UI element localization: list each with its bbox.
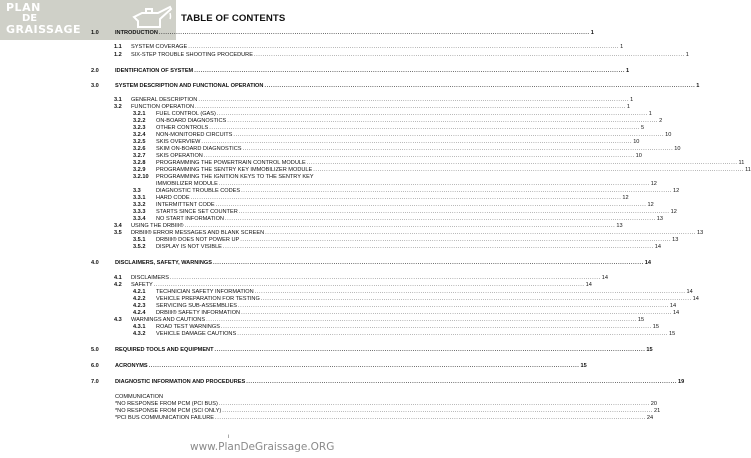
toc-entry-title: FUEL CONTROL (GAS) xyxy=(156,111,216,117)
toc-entry-title: *NO RESPONSE FROM PCM (PCI BUS) xyxy=(115,401,218,407)
toc-entry-number: 3.3.3 xyxy=(133,209,146,215)
toc-leader-dots: ........................................................................................................................................................................................................ xyxy=(220,324,652,330)
toc-entry-number: 3.2.4 xyxy=(133,132,146,138)
toc-entry-number: 5.0 xyxy=(91,347,99,353)
toc-entry[interactable] xyxy=(0,363,587,370)
toc-entry-page: 21 xyxy=(654,408,661,414)
toc-entry-number: 4.1 xyxy=(114,275,122,281)
toc-entry[interactable] xyxy=(0,118,663,125)
toc-entry-number: 3.2.8 xyxy=(133,160,146,166)
toc-entry-title: DRBIII® ERROR MESSAGES AND BLANK SCREEN xyxy=(131,230,265,236)
toc-entry[interactable] xyxy=(0,244,661,251)
page-number: i xyxy=(228,434,230,440)
toc-entry-page: 24 xyxy=(646,415,654,421)
toc-entry-page: 14 xyxy=(644,260,652,266)
toc-entry-page: 5 xyxy=(641,125,645,131)
toc-entry[interactable] xyxy=(0,401,657,408)
toc-leader-dots: ........................................................................................................................................................................................................ xyxy=(246,379,678,385)
toc-entry-number: 3.2.10 xyxy=(133,174,149,180)
toc-leader-dots: ........................................................................................................................................................................................................ xyxy=(222,244,654,250)
toc-entry-page: 11 xyxy=(745,167,751,173)
toc-leader-dots: ........................................................................................................................................................................................................ xyxy=(153,282,585,288)
toc-entry-title: NON-MONITORED CIRCUITS xyxy=(156,132,233,138)
toc-entry[interactable] xyxy=(0,202,654,209)
toc-leader-dots: ........................................................................................................................................................................................................ xyxy=(169,275,601,281)
page-title: TABLE OF CONTENTS xyxy=(181,13,286,24)
toc-entry-page: 10 xyxy=(665,132,672,138)
toc-entry-title: ON-BOARD DIAGNOSTICS xyxy=(156,118,227,124)
toc-entry-number: 7.0 xyxy=(91,379,99,385)
toc-entry-page: 15 xyxy=(580,363,587,369)
toc-entry-page: 10 xyxy=(633,139,640,145)
toc-entry[interactable] xyxy=(0,394,458,401)
toc-leader-dots: ........................................................................................................................................................................................................ xyxy=(218,401,650,407)
toc-entry[interactable] xyxy=(0,331,676,338)
toc-entry-number: 4.2 xyxy=(114,282,122,288)
toc-entry-page: 12 xyxy=(647,202,654,208)
toc-entry-page: 13 xyxy=(656,216,664,222)
toc-entry-title: INTRODUCTION xyxy=(115,30,158,36)
toc-entry-number: 1.2 xyxy=(114,52,122,58)
toc-leader-dots: ........................................................................................................................................................................................................ xyxy=(233,132,665,138)
toc-entry-page: 10 xyxy=(635,153,642,159)
toc-entry-number: 3.5.2 xyxy=(133,244,146,250)
toc-entry-number: 3.3 xyxy=(133,188,141,194)
toc-entry-page: 1 xyxy=(685,52,689,58)
toc-entry-number: 3.2.3 xyxy=(133,125,146,131)
toc-entry-number: 3.5 xyxy=(114,230,122,236)
toc-entry-page: 1 xyxy=(626,104,630,110)
toc-entry-page: 1 xyxy=(696,83,700,89)
toc-entry-page: 20 xyxy=(650,401,657,407)
toc-entry-page: 1 xyxy=(630,97,634,103)
toc-entry-title: SKIS OPERATION xyxy=(156,153,203,159)
toc-entry[interactable] xyxy=(0,132,672,139)
toc-entry-number: 4.0 xyxy=(91,260,99,266)
toc-entry-page: 12 xyxy=(672,188,680,194)
toc-entry-title: COMMUNICATION xyxy=(115,394,164,400)
toc-entry-page: 14 xyxy=(672,310,680,316)
toc-entry-title: VEHICLE PREPARATION FOR TESTING xyxy=(156,296,260,302)
toc-entry-title: OTHER CONTROLS xyxy=(156,125,209,131)
footer-watermark: www.PlanDeGraissage.ORG xyxy=(190,441,335,453)
toc-leader-dots: ........................................................................................................................................................................................................ xyxy=(216,111,648,117)
toc-entry-number: 3.3.2 xyxy=(133,202,146,208)
toc-leader-dots: ........................................................................................................................................................................................................ xyxy=(253,52,685,58)
toc-entry[interactable] xyxy=(0,347,653,354)
toc-entry-page: 15 xyxy=(637,317,645,323)
toc-entry[interactable] xyxy=(0,97,634,104)
toc-entry[interactable] xyxy=(0,160,745,167)
toc-leader-dots: ........................................................................................................................................................................................................ xyxy=(215,415,646,421)
toc-entry-title: NO START INFORMATION xyxy=(156,216,224,222)
toc-entry-number: 4.3.2 xyxy=(133,331,146,337)
toc-entry-page: 15 xyxy=(646,347,653,353)
toc-entry-page: 14 xyxy=(692,296,699,302)
toc-leader-dots: ........................................................................................................................................................................................................ xyxy=(260,296,692,302)
toc-entry-title: DIAGNOSTIC INFORMATION AND PROCEDURES xyxy=(115,379,246,385)
toc-entry-title: SYSTEM DESCRIPTION AND FUNCTIONAL OPERATION xyxy=(115,83,264,89)
toc-entry-page: 12 xyxy=(622,195,629,201)
toc-entry[interactable] xyxy=(0,44,624,51)
toc-entry-number: 2.0 xyxy=(91,68,99,74)
toc-entry-page: 14 xyxy=(669,303,677,309)
toc-entry-title: DRBIII® DOES NOT POWER UP xyxy=(156,237,240,243)
toc-entry-number: 3.1 xyxy=(114,97,122,103)
toc-entry-title: VEHICLE DAMAGE CAUTIONS xyxy=(156,331,237,337)
toc-entry-number: 3.3.4 xyxy=(133,216,146,222)
toc-leader-dots: ........................................................................................................................................................................................................ xyxy=(254,289,686,295)
toc-entry-title: IMMOBILIZER MODULE xyxy=(156,181,218,187)
toc-entry-number: 3.2.5 xyxy=(133,139,146,145)
toc-entry-title: PROGRAMMING THE POWERTRAIN CONTROL MODULE xyxy=(156,160,306,166)
toc-entry-page: 19 xyxy=(678,379,685,385)
toc-entry[interactable] xyxy=(0,104,630,111)
toc-entry-title: *PCI BUS COMMUNICATION FAILURE xyxy=(115,415,215,421)
toc-leader-dots: ........................................................................................................................................................................................................ xyxy=(214,347,646,353)
toc-entry-title: HARD CODE xyxy=(156,195,190,201)
toc-entry-title: *NO RESPONSE FROM PCM (SCI ONLY) xyxy=(115,408,222,414)
toc-entry-title: DISCLAIMERS xyxy=(131,275,169,281)
toc-entry-number: 3.5.1 xyxy=(133,237,146,243)
toc-leader-dots: ........................................................................................................................................................................................................ xyxy=(238,303,669,309)
toc-entry[interactable] xyxy=(0,230,704,237)
toc-entry[interactable] xyxy=(0,195,629,202)
toc-entry-title: SYSTEM COVERAGE xyxy=(131,44,188,50)
toc-entry-title: SAFETY xyxy=(131,282,153,288)
toc-entry[interactable] xyxy=(0,282,592,289)
toc-entry-number: 1.0 xyxy=(91,30,99,36)
toc-entry-title: USING THE DRBIII® xyxy=(131,223,184,229)
toc-leader-dots: ........................................................................................................................................................................................................ xyxy=(215,202,647,208)
toc-entry-title: GENERAL DESCRIPTION xyxy=(131,97,198,103)
toc-entry[interactable] xyxy=(0,30,594,37)
toc-entry[interactable] xyxy=(0,181,657,188)
toc-entry-number: 3.2 xyxy=(114,104,122,110)
toc-entry[interactable] xyxy=(0,216,664,223)
toc-leader-dots: ........................................................................................................................................................................................................ xyxy=(206,317,637,323)
toc-entry[interactable] xyxy=(0,209,677,216)
toc-entry-title: SKIM ON-BOARD DIAGNOSTICS xyxy=(156,146,242,152)
toc-entry-number: 4.2.3 xyxy=(133,303,146,309)
toc-entry[interactable] xyxy=(0,275,608,282)
toc-entry-page: 14 xyxy=(585,282,592,288)
toc-entry-title: WARNINGS AND CAUTIONS xyxy=(131,317,206,323)
toc-entry-page: 13 xyxy=(616,223,623,229)
toc-leader-dots: ........................................................................................................................................................................................................ xyxy=(237,331,669,337)
toc-entry-number: 1.1 xyxy=(114,44,122,50)
toc-leader-dots: ........................................................................................................................................................................................................ xyxy=(203,153,635,159)
toc-entry[interactable] xyxy=(0,303,677,310)
toc-entry[interactable] xyxy=(0,68,630,75)
toc-entry[interactable] xyxy=(0,167,751,174)
toc-leader-dots: ........................................................................................................................................................................................................ xyxy=(194,104,626,110)
toc-entry[interactable] xyxy=(0,188,680,195)
toc-leader-dots: ........................................................................................................................................................................................................ xyxy=(242,146,674,152)
toc-entry-title: SERVICING SUB-ASSEMBLIES xyxy=(156,303,238,309)
toc-entry-page: 14 xyxy=(601,275,608,281)
toc-entry-page: 10 xyxy=(674,146,681,152)
toc-entry-page: 1 xyxy=(626,68,630,74)
toc-leader-dots: ........................................................................................................................................................................................................ xyxy=(184,223,616,229)
toc-entry[interactable] xyxy=(0,379,685,386)
toc-leader-dots: ........................................................................................................................................................................................................ xyxy=(265,230,696,236)
logo-line-2: DE xyxy=(22,13,38,24)
toc-leader-dots: ........................................................................................................................................................................................................ xyxy=(306,160,738,166)
toc-leader-dots: ........................................................................................................................................................................................................ xyxy=(224,216,656,222)
toc-entry-number: 3.2.2 xyxy=(133,118,146,124)
toc-entry-title: INTERMITTENT CODE xyxy=(156,202,215,208)
toc-entry[interactable] xyxy=(0,139,640,146)
toc-leader-dots: ........................................................................................................................................................................................................ xyxy=(190,195,622,201)
toc-entry[interactable] xyxy=(0,415,654,422)
toc-leader-dots: ........................................................................................................................................................................................................ xyxy=(227,118,659,124)
toc-entry-title: DIAGNOSTIC TROUBLE CODES xyxy=(156,188,241,194)
toc-entry[interactable] xyxy=(0,237,679,244)
toc-leader-dots: ........................................................................................................................................................................................................ xyxy=(209,125,641,131)
toc-entry[interactable] xyxy=(0,52,689,59)
toc-entry[interactable] xyxy=(0,223,623,230)
toc-entry[interactable] xyxy=(0,83,700,90)
toc-entry-number: 3.0 xyxy=(91,83,99,89)
toc-leader-dots: ........................................................................................................................................................................................................ xyxy=(158,30,590,36)
toc-entry-title: SIX-STEP TROUBLE SHOOTING PROCEDURE xyxy=(131,52,253,58)
toc-entry-page: 1 xyxy=(648,111,652,117)
toc-entry-page: 13 xyxy=(696,230,704,236)
toc-entry-title: DRBIII® SAFETY INFORMATION xyxy=(156,310,241,316)
toc-entry-title: FUNCTION OPERATION xyxy=(131,104,194,110)
toc-entry-number: 3.2.9 xyxy=(133,167,146,173)
toc-entry-number: 4.2.2 xyxy=(133,296,146,302)
toc-entry-page: 14 xyxy=(686,289,693,295)
toc-entry-page: 12 xyxy=(650,181,657,187)
toc-entry-number: 6.0 xyxy=(91,363,99,369)
toc-entry-page: 15 xyxy=(652,324,659,330)
toc-entry-number: 4.2.4 xyxy=(133,310,146,316)
toc-entry[interactable] xyxy=(0,296,699,303)
toc-leader-dots: ........................................................................................................................................................................................................ xyxy=(194,68,626,74)
toc-entry-number: 3.4 xyxy=(114,223,122,229)
toc-entry-title: IDENTIFICATION OF SYSTEM xyxy=(115,68,194,74)
toc-leader-dots: ........................................................................................................................................................................................................ xyxy=(238,209,670,215)
toc-entry[interactable] xyxy=(0,408,661,415)
toc-entry-page: 12 xyxy=(670,209,677,215)
toc-entry-number: 4.3 xyxy=(114,317,122,323)
toc-entry-title: PROGRAMMING THE SENTRY KEY IMMOBILIZER MODULE xyxy=(156,167,313,173)
toc-entry-number: 4.3.1 xyxy=(133,324,146,330)
toc-entry-title: DISPLAY IS NOT VISIBLE xyxy=(156,244,222,250)
toc-entry[interactable] xyxy=(0,260,652,267)
toc-entry-number: 3.2.7 xyxy=(133,153,146,159)
toc-leader-dots: ........................................................................................................................................................................................................ xyxy=(313,167,745,173)
toc-leader-dots: ........................................................................................................................................................................................................ xyxy=(201,139,633,145)
toc-entry-page: 1 xyxy=(590,30,594,36)
toc-leader-dots: ........................................................................................................................................................................................................ xyxy=(264,83,696,89)
toc-entry-title: STARTS SINCE SET COUNTER xyxy=(156,209,238,215)
toc-entry[interactable] xyxy=(0,310,680,317)
toc-entry-page: 13 xyxy=(672,237,679,243)
toc-entry-title: REQUIRED TOOLS AND EQUIPMENT xyxy=(115,347,214,353)
toc-entry-number: 4.2.1 xyxy=(133,289,146,295)
toc-leader-dots: ........................................................................................................................................................................................................ xyxy=(148,363,580,369)
toc-entry[interactable] xyxy=(0,153,642,160)
toc-leader-dots: ........................................................................................................................................................................................................ xyxy=(218,181,650,187)
toc-entry-page: 15 xyxy=(669,331,676,337)
toc-leader-dots: ........................................................................................................................................................................................................ xyxy=(212,260,644,266)
toc-entry[interactable] xyxy=(0,317,645,324)
toc-entry-number: 3.3.1 xyxy=(133,195,146,201)
toc-entry-number: 3.2.6 xyxy=(133,146,146,152)
toc-entry-title: ACRONYMS xyxy=(115,363,148,369)
toc-entry[interactable] xyxy=(0,146,681,153)
toc-leader-dots: ........................................................................................................................................................................................................ xyxy=(241,310,672,316)
toc-entry[interactable] xyxy=(0,289,693,296)
toc-leader-dots: ........................................................................................................................................................................................................ xyxy=(188,44,620,50)
toc-entry[interactable] xyxy=(0,125,645,132)
logo-line-1: PLAN xyxy=(6,1,41,14)
toc-entry-page: 14 xyxy=(654,244,661,250)
toc-leader-dots: ........................................................................................................................................................................................................ xyxy=(198,97,630,103)
toc-entry[interactable] xyxy=(0,324,659,331)
toc-leader-dots: ........................................................................................................................................................................................................ xyxy=(240,237,672,243)
toc-entry-title: TECHNICIAN SAFETY INFORMATION xyxy=(156,289,254,295)
toc-entry-title: ROAD TEST WARNINGS xyxy=(156,324,220,330)
toc-entry-page: 11 xyxy=(738,160,745,166)
toc-entry[interactable] xyxy=(0,174,458,181)
toc-entry-title: PROGRAMMING THE IGNITION KEYS TO THE SENTRY KEY xyxy=(156,174,314,180)
toc-entry-page: 2 xyxy=(659,118,663,124)
toc-entry-title: DISCLAIMERS, SAFETY, WARNINGS xyxy=(115,260,212,266)
toc-entry-title: SKIS OVERVIEW xyxy=(156,139,201,145)
toc-leader-dots: ........................................................................................................................................................................................................ xyxy=(222,408,654,414)
logo-line-3: GRAISSAGE xyxy=(6,23,82,36)
toc-entry-number: 3.2.1 xyxy=(133,111,146,117)
toc-entry-page: 1 xyxy=(620,44,624,50)
toc-entry[interactable] xyxy=(0,111,652,118)
toc-leader-dots: ........................................................................................................................................................................................................ xyxy=(241,188,672,194)
